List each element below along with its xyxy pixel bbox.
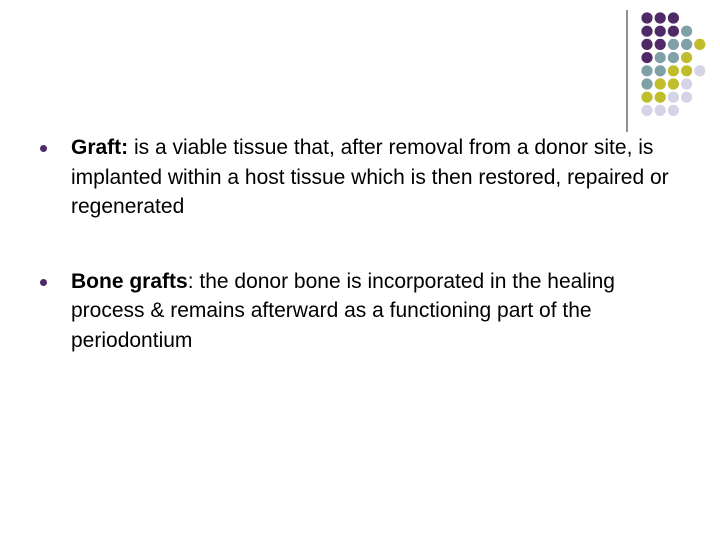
decorative-dot-grid	[620, 0, 720, 140]
decor-dot	[681, 52, 692, 63]
decor-dot	[668, 12, 679, 23]
decor-dot	[681, 65, 692, 76]
decor-dot	[655, 26, 666, 37]
decor-dot	[681, 92, 692, 103]
bullet-term: Graft:	[71, 136, 129, 159]
bullet-item-bone-grafts	[38, 267, 678, 356]
bullet-icon	[40, 279, 47, 286]
decor-dot	[655, 52, 666, 63]
decor-dot	[694, 65, 705, 76]
decor-dot	[655, 65, 666, 76]
decor-dot	[668, 78, 679, 89]
decor-dot	[641, 39, 652, 50]
decor-dot	[668, 105, 679, 116]
decor-dot	[641, 92, 652, 103]
decor-dot	[668, 52, 679, 63]
decor-dot	[641, 12, 652, 23]
bullet-icon	[40, 145, 47, 152]
decor-dot	[694, 39, 705, 50]
decor-dot	[641, 52, 652, 63]
decor-dot	[655, 105, 666, 116]
bullet-text: is a viable tissue that, after removal from a donor site, is implanted within a host tissue which is then restored, repaired or regenerated	[71, 136, 669, 218]
decor-dot	[681, 26, 692, 37]
decor-dot	[668, 65, 679, 76]
decor-dot	[668, 39, 679, 50]
bullet-item-graft	[38, 133, 678, 222]
decor-dot	[641, 105, 652, 116]
decor-dot	[655, 12, 666, 23]
bullet-text: : the donor bone is incorporated in the healing process & remains afterward as a functioning part of the periodontium	[71, 269, 615, 352]
decor-dot	[668, 92, 679, 103]
decor-dot	[641, 26, 652, 37]
decor-dot	[668, 26, 679, 37]
bullet-term: Bone grafts	[71, 269, 188, 293]
decor-dot	[655, 92, 666, 103]
decor-dot	[655, 78, 666, 89]
decor-dot	[655, 39, 666, 50]
decor-dot	[681, 39, 692, 50]
bullet-list	[38, 133, 678, 400]
decor-dot	[641, 78, 652, 89]
decor-dot	[681, 78, 692, 89]
decor-dot	[641, 65, 652, 76]
